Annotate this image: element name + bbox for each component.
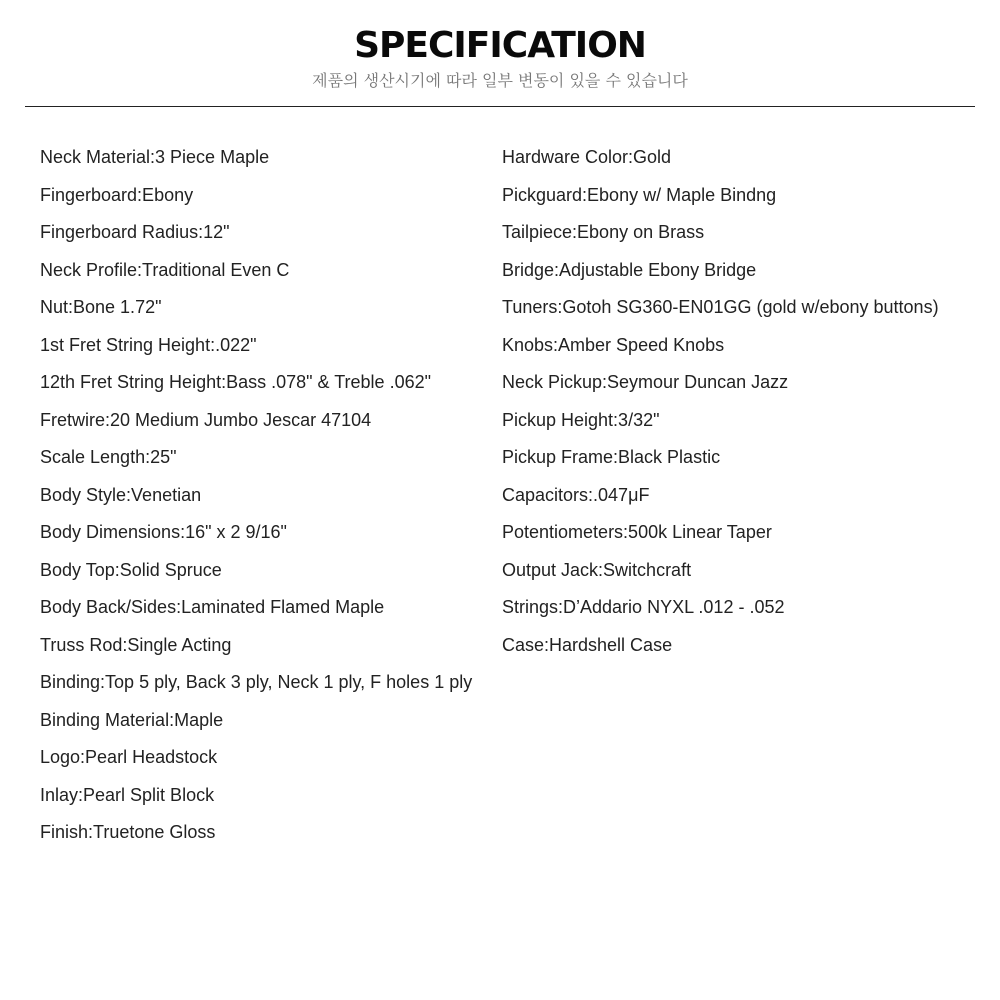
spec-list-right — [502, 139, 982, 664]
spec-item: Finish:Truetone Gloss — [40, 822, 216, 842]
spec-item: Nut:Bone 1.72" — [40, 297, 162, 317]
spec-item: Fretwire:20 Medium Jumbo Jescar 47104 — [40, 409, 372, 430]
spec-item: Tailpiece:Ebony on Brass — [502, 222, 705, 242]
spec-item: Neck Pickup:Seymour Duncan Jazz — [502, 372, 789, 392]
spec-item: Hardware Color:Gold — [502, 147, 672, 167]
page-subtitle: 제품의 생산시기에 따라 일부 변동이 있을 수 있습니다 — [312, 71, 688, 90]
header-divider — [25, 106, 975, 107]
spec-item: 1st Fret String Height:.022" — [40, 334, 257, 355]
spec-item: Fingerboard Radius:12" — [40, 222, 230, 242]
spec-item: Body Dimensions:16" x 2 9/16" — [40, 522, 287, 542]
spec-item: Fingerboard:Ebony — [40, 184, 194, 205]
spec-item: Binding:Top 5 ply, Back 3 ply, Neck 1 ply, F holes 1 ply — [40, 672, 473, 692]
spec-item: Scale Length:25" — [40, 447, 177, 467]
spec-item: Capacitors:.047μF — [502, 484, 650, 505]
spec-item: Binding Material:Maple — [40, 709, 224, 730]
spec-item: Strings:D’Addario NYXL .012 - .052 — [502, 597, 785, 617]
spec-item: Pickguard:Ebony w/ Maple Bindng — [502, 184, 777, 205]
spec-item: Pickup Frame:Black Plastic — [502, 447, 721, 467]
spec-item: Bridge:Adjustable Ebony Bridge — [502, 259, 757, 280]
spec-item: 12th Fret String Height:Bass .078" & Treble .062" — [40, 372, 431, 392]
spec-item: Body Style:Venetian — [40, 484, 202, 505]
spec-list-left — [40, 139, 500, 852]
spec-item: Pickup Height:3/32" — [502, 409, 660, 430]
spec-item: Knobs:Amber Speed Knobs — [502, 334, 725, 355]
spec-item: Tuners:Gotoh SG360-EN01GG (gold w/ebony buttons) — [502, 297, 939, 317]
spec-item: Neck Profile:Traditional Even C — [40, 259, 290, 280]
spec-item: Neck Material:3 Piece Maple — [40, 147, 270, 167]
spec-item: Logo:Pearl Headstock — [40, 747, 218, 767]
spec-item: Inlay:Pearl Split Block — [40, 784, 215, 805]
spec-item: Body Back/Sides:Laminated Flamed Maple — [40, 597, 385, 617]
page-title: SPECIFICATION — [354, 25, 646, 66]
spec-item: Truss Rod:Single Acting — [40, 634, 232, 655]
spec-item: Output Jack:Switchcraft — [502, 559, 692, 580]
spec-item: Body Top:Solid Spruce — [40, 559, 222, 580]
spec-item: Case:Hardshell Case — [502, 634, 673, 655]
spec-item: Potentiometers:500k Linear Taper — [502, 522, 772, 542]
